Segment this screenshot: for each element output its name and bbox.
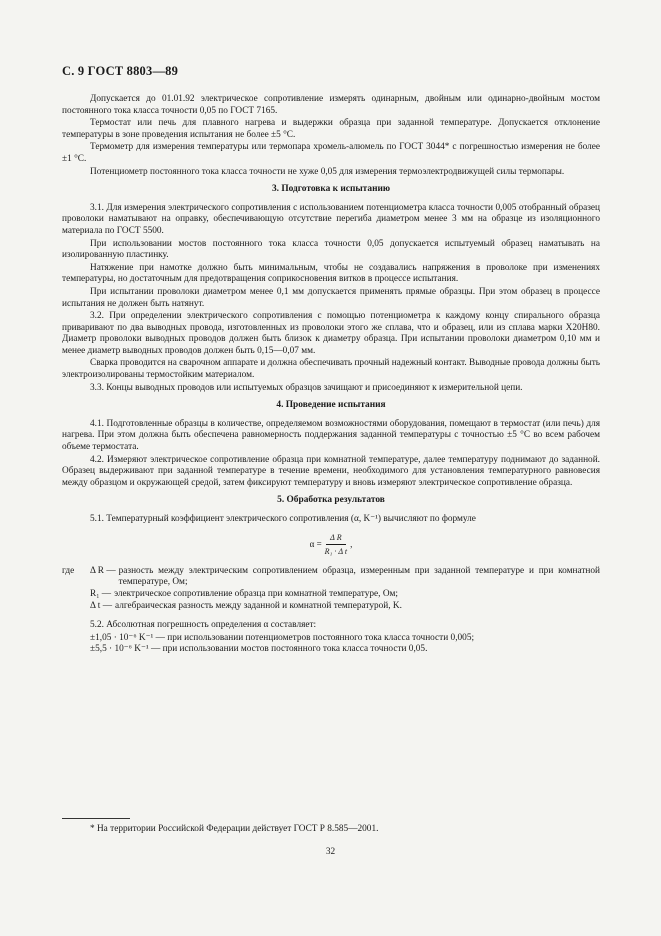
definition-prefix [62, 601, 90, 613]
definition-text: электрическое сопротивление образца при комнатной температуре, Ом; [114, 588, 398, 599]
section-3-paragraph: Сварка проводится на сварочном аппарате и должна обеспечивать прочный надежный контакт. Выводные провода должны быть электроизолированы термостойким материалом. [62, 358, 600, 381]
section-3-paragraph: 3.2. При определении электрического сопротивления с помощью потенциометра к каждому концу спирального образца приваривают по два выводных провода, изготовленных из проволоки этого же сплава, что и образец, или из сплава марки Х20Н80. Диаметр проволоки выводных проводов должен быть близок к диаметру образца. При испытании проволоки диаметром 0,10 мм и менее диаметр выводных проводов должен быть 0,15—0,07 мм. [62, 311, 600, 356]
page-body [62, 94, 600, 656]
formula-lhs: α = [309, 538, 322, 549]
definition-row [62, 566, 600, 589]
intro-paragraph-3: Термометр для измерения температуры или термопара хромель-алюмель по ГОСТ 3044* с погрешностью измерения не более ±1 °С. [62, 142, 600, 164]
definition-symbol: Δ R — [90, 565, 116, 576]
section-4-title: 4. Проведение испытания [276, 400, 386, 411]
page-number: 32 [325, 847, 336, 857]
section-5-1-paragraph: 5.1. Температурный коэффициент электрического сопротивления (α, K⁻¹) вычисляют по формуле [90, 514, 476, 524]
section-3-paragraph: Натяжение при намотке должно быть минимальным, чтобы не создавались напряжения в проволоке при изменениях температуры, но достаточным для предотвращения соприкосновения витков в процессе испытания. [62, 262, 600, 285]
definition-symbol: R₁ — [90, 588, 112, 599]
intro-paragraph-2: Термостат или печь для плавного нагрева и выдержки образца при заданной температуре. Допускается отклонение температуры в зоне проведения испытания не более ±5 °С. [62, 118, 600, 140]
footnote: * На территории Российской Федерации действует ГОСТ Р 8.585—2001. [90, 824, 379, 834]
definition-text: разность между электрическим сопротивлением образца, измеренным при заданной температуре и при комнатной температуре, Ом; [118, 565, 600, 588]
page-header: С. 9 ГОСТ 8803—89 [62, 64, 179, 78]
definition-prefix: где [62, 565, 75, 576]
definition-prefix [62, 589, 90, 601]
section-5-title: 5. Обработка результатов [277, 495, 385, 506]
formula-tail: , [350, 538, 353, 549]
section-3-title: 3. Подготовка к испытанию [271, 184, 391, 195]
section-3-paragraph: 3.1. Для измерения электрического сопротивления с использованием потенциометра класса точности 0,005 отобранный образец проволоки наматывают на оправку, обеспечивающую отсутствие перегиба диаметром менее 3 мм на образце из изоляционного материала по ГОСТ 5500. [62, 202, 600, 236]
footnote-rule [62, 818, 130, 819]
intro-paragraph-4: Потенциометр постоянного тока класса точности не хуже 0,05 для измерения термоэлектродвижущей силы термопары. [90, 166, 565, 177]
accuracy-line: ±5,5 · 10⁻⁶ K⁻¹ — при использовании мостов постоянного тока класса точности 0,05. [90, 644, 428, 655]
intro-paragraph-1: Допускается до 01.01.92 электрическое сопротивление измерять одинарным, двойным или одинарно-двойным мостом постоянного тока класса точности 0,05 по ГОСТ 7165. [62, 94, 600, 116]
definition-symbol: Δ t — [90, 600, 112, 611]
definition-text: алгебраическая разность между заданной и комнатной температурой, K. [115, 600, 402, 611]
section-3-paragraph: При использовании мостов постоянного тока класса точности 0,05 допускается испытуемый образец наматывать на изолированную пластинку. [62, 238, 600, 261]
section-3-paragraph: 3.3. Концы выводных проводов или испытуемых образцов зачищают и присоединяют к измерительной цепи. [90, 382, 523, 393]
section-3-paragraph: При испытании проволоки диаметром менее 0,1 мм допускается применять прямые образцы. При этом образец в процессе испытания не должен быть натянут. [62, 286, 600, 309]
accuracy-line: ±1,05 · 10⁻⁶ K⁻¹ — при использовании потенциометров постоянного тока класса точности 0,005; [90, 632, 475, 643]
formula-numerator: Δ R [326, 532, 345, 546]
section-4-paragraph: 4.1. Подготовленные образцы в количестве, определяемом возможностями оборудования, помещают в термостат (или печь) для нагрева. При этом должна быть обеспечена равномерность поддержания заданной температуры с точностью ±5 °С во всем рабочем объеме термостата. [62, 418, 600, 453]
section-4-paragraph: 4.2. Измеряют электрическое сопротивление образца при комнатной температуре, далее температуру поднимают до заданной. Образец выдерживают при заданной температуре в течение времени, необходимого для установления температурного равновесия между образцом и окружающей средой, затем фиксируют температуру и вновь измеряют электрическое сопротивление образца. [62, 454, 600, 488]
formula-fraction [325, 532, 347, 558]
section-5-2-paragraph: 5.2. Абсолютная погрешность определения α составляет: [90, 620, 317, 631]
definition-row [62, 601, 600, 613]
alpha-formula [62, 532, 600, 558]
definition-row [62, 589, 600, 601]
formula-denominator: R₁ · Δ t [324, 547, 348, 557]
